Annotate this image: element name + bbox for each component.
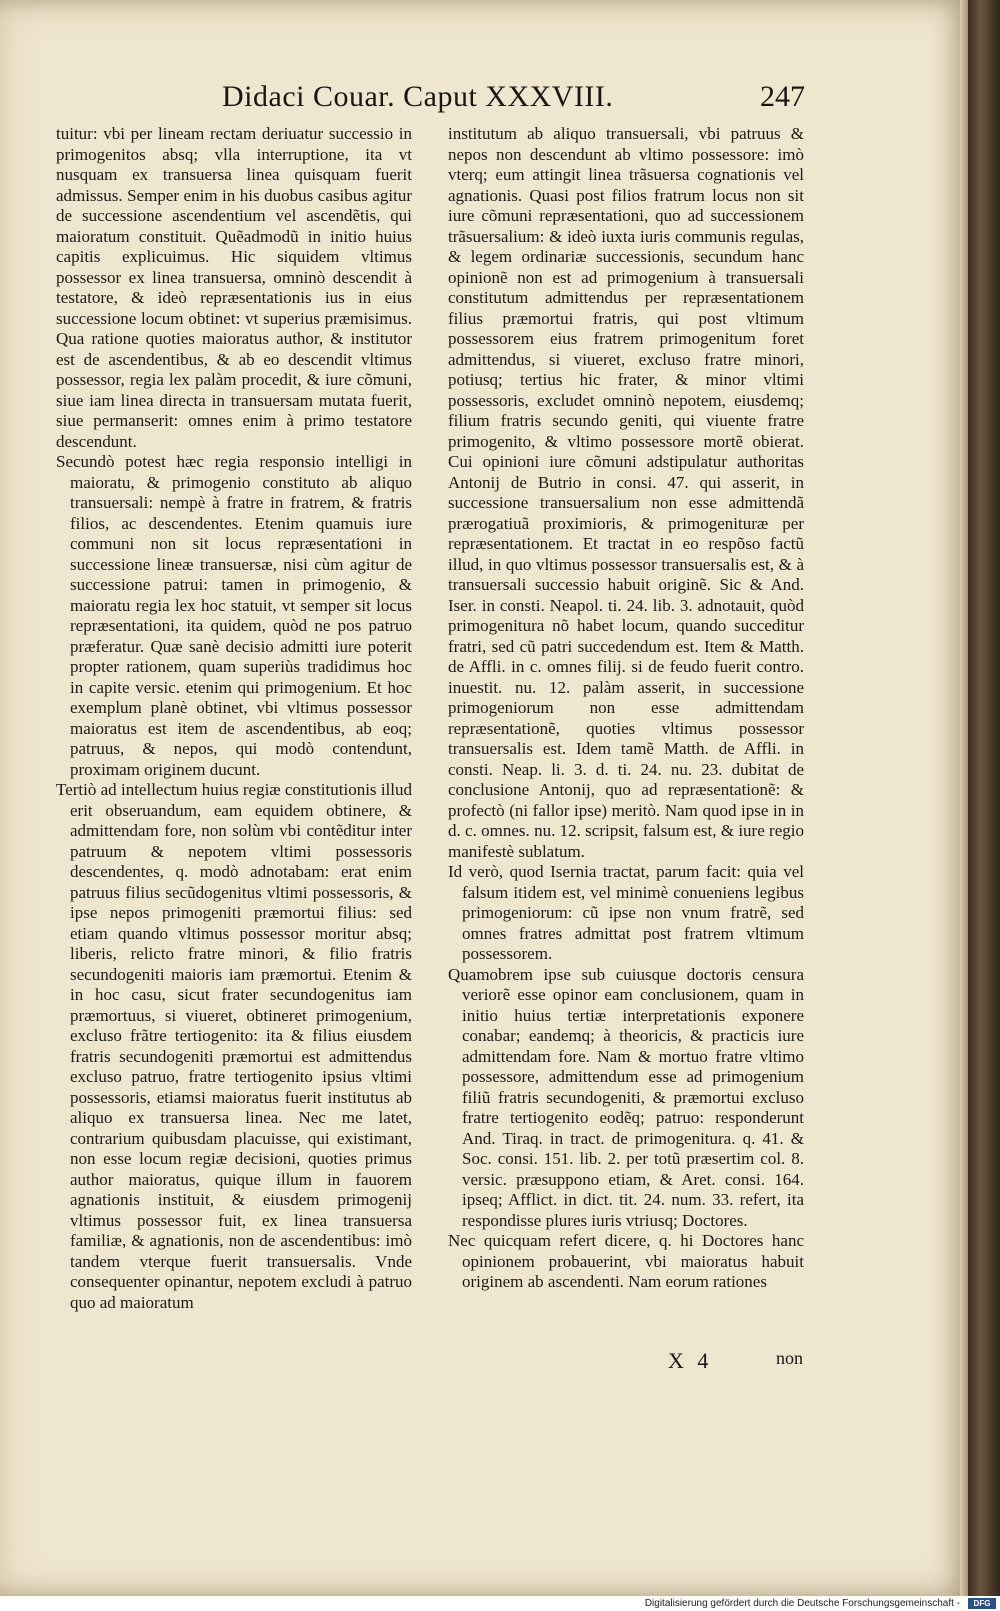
paragraph: Quamobrem ipse sub cuiusque doctoris censura veriorẽ esse opinor eam conclusionem, quam in initio huius tertiæ interpretationis exponere conabar; eandemq; à theoricis, & practicis iure admittendam fore. Nam & mortuo fratre vltimo possessore, admittendum esse ad primogenium filiũ fratris secundogeniti, & præmortui excluso fratre tertiogenito eodẽq; patruo: responderunt And. Tiraq. in tract. de primogenitura. q. 41. & Soc. consi. 151. lib. 2. per totũ præsertim col. 8. versic. præsuppono etiam, & Aret. consi. 164. ipseq; Afflict. in dict. tit. 24. num. 33. refert, ita respondisse plures iuris vtriusq; Doctores.	[448, 964, 804, 1230]
book-spine	[968, 0, 1000, 1596]
paragraph: institutum ab aliquo transuersali, vbi patruus & nepos non descendunt ab vltimo possessore: imò vterq; eum attingit linea trãsuersa cognationis vel agnationis. Quasi post filios fratrum locus non sit iure cõmuni repræsentationi, quo ad successionem trãsuersalium: & ideò iuxta iuris communis regulas, & legem ordinariæ successionis, secundum hanc opinionẽ non est ad primogenium à transuersali constitutum admittendus per repræsentationem filius præmortui fratris, qui post vltimum possessorem eius fratrem primogenitum foret admittendus, si viueret, excluso fratre minori, potiusq; tertius hic frater, & minor vltimi possessoris, excludet omninò nepotem, eiusdemq; filium fratris secundo geniti, qui viuente fratre primogenito, & vltimo possessore mortẽ obierat. Cui opinioni iure cõmuni adstipulatur authoritas Antonij de Butrio in consi. 47. qui asserit, in successione transuersalium non esse admittendã prærogatiuã proximioris, & primogenituræ per repræsentationem. Et tractat in eo respõso factũ illud, in quo vltimus possessor transuersalis est, & à transuersali successio habuit originẽ. Sic & And. Iser. in consti. Neapol. ti. 24. lib. 3. adnotauit, quòd primogenitura nõ habet locum, quando succeditur fratri, sed cũ patri succedendum est. Item & Matth. de Affli. in c. omnes filij. si de feudo fuerit contro. inuestit. nu. 12. palàm asserit, in successione primogeniorum non esse admittendam repræsentationẽ, quoties vltimus possessor transuersalis est. Idem tamẽ Matth. de Affli. in consti. Neap. li. 3. d. ti. 24. nu. 23. dubitat de conclusione Antonij, quo ad repræsentationẽ: & profectò (ni fallor ipse) meritò. Nam quod ipse in in d. c. omnes. nu. 12. scripsit, falsum est, & iure regio manifestè sublatum.	[448, 124, 804, 861]
signature-mark: X 4	[668, 1348, 713, 1373]
dfg-logo-icon: DFG	[968, 1598, 996, 1609]
paragraph: Nec quicquam refert dicere, q. hi Doctores hanc opinionem probauerint, vbi maioratus habuit originem ab ascendenti. Nam eorum rationes	[448, 1231, 804, 1291]
footer-bar	[0, 1596, 1000, 1611]
paragraph: Secundò potest hæc regia responsio intelligi in maioratu, & primogenio constituto ab aliquo transuersali: nempè à fratre in fratrem, & fratris filios, ac descendentes. Etenim quamuis iure communi non sit locus repræsentationi in successione lineæ transuersæ, nisi cùm agitur de successione patrui: tamen in primogenio, & maioratu regia lex hoc statuit, vt semper sit locus repræsentationi, ita quidem, quòd ne pos patruo præferatur. Quæ sanè decisio admitti iure poterit propter rationem, quam superiùs tradidimus hoc in capite versic. etenim qui primogenium. Et hoc exemplum planè obtinet, vbi vltimus possessor maioratus est item de ascendentibus, ab eoq; patruus, & nepos, qui modò contendunt, proximam originem ducunt.	[56, 452, 412, 779]
right-column	[448, 124, 804, 1293]
paragraph: tuitur: vbi per lineam rectam deriuatur successio in primogenitos absq; vlla interruptione, ita vt nusquam ex transuersa linea quisquam fuerit admissus. Semper enim in his duobus casibus agitur de successione ascendentium vel ascendẽtis, qui maioratum constituit. Quẽadmodũ in initio huius capitis explicuimus. Hic siquidem vltimus possessor ex linea transuersa, omninò descendit à testatore, & ideò repræsentationis ius in eius successione locum obtinet: vt superius præmisimus. Qua ratione quoties maioratus author, & institutor est de ascendentibus, & ab eo descendit vltimus possessor, regia lex palàm procedit, & iure cõmuni, siue iam linea directa in transuersam mutata fuerit, siue permanserit: omnes enim à primo testatore descendunt.	[56, 124, 412, 451]
paragraph: Tertiò ad intellectum huius regiæ constitutionis illud erit obseruandum, eam equidem obtinere, & admittendam fore, non solùm vbi contẽditur inter patruum & nepotem vltimi possessoris descendentes, q. modò adnotabam: erat enim patruus filius secũdogenitus vltimi possessoris, & ipse nepos primogeniti præmortui filius: sed etiam quando vltimus possessor moritur absq; liberis, relicto fratre minori, & filio fratris secundogeniti maioris iam præmortui. Etenim & in hoc casu, sicut frater secundogenitus iam præmortuus, si viueret, obtineret primogenium, excluso frãtre tertiogenito: ita & filius eiusdem fratris secundogeniti præmortui est admittendus excluso patruo, fratre tertiogenito ipsius vltimi possessoris, etiamsi maioratus fuerit institutus ab aliquo ex transuersa linea. Nec me latet, contrarium quibusdam placuisse, qui existimant, non esse locum regiæ decisioni, quoties primus author maioratus, quique illum in fauorem agnationis instituit, & eiusdem primogenij vltimus possessor fuit, ex linea transuersa familiæ, & agnationis, non de ascendentibus: imò tandem vterque fuerit transuersalis. Vnde consequenter opinantur, nepotem excludi à patruo quo ad maioratum	[56, 780, 412, 1312]
running-title: Didaci Couar. Caput XXXVIII.	[222, 80, 614, 113]
paragraph: Id verò, quod Isernia tractat, parum facit: quia vel falsum itidem est, vel minimè conueniens legibus primogeniorum: cũ ipse non vnum fratrẽ, sed omnes fratres admittat post fratrem vltimum possessorem.	[448, 862, 804, 963]
page-edge	[960, 0, 968, 1596]
left-column	[56, 124, 412, 1313]
page-number: 247	[760, 80, 805, 113]
funding-credit: Digitalisierung gefördert durch die Deutsche Forschungsgemeinschaft -	[644, 1598, 960, 1609]
catchword: non	[776, 1348, 803, 1368]
